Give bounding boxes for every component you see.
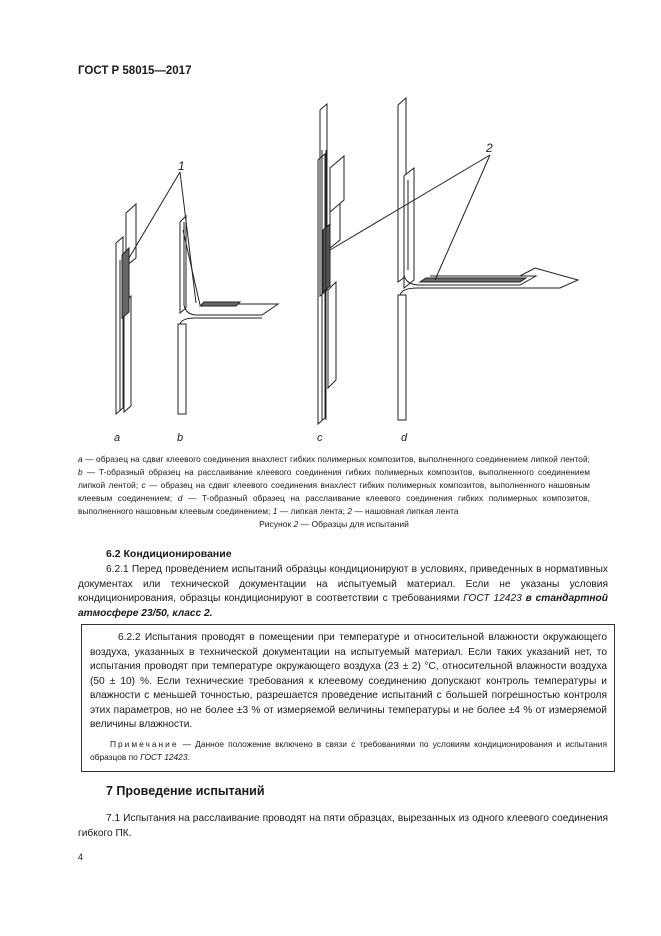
document-header: ГОСТ Р 58015—2017 bbox=[78, 65, 192, 77]
caption-part: 1 bbox=[272, 506, 278, 516]
caption-part: — T-образный образец на расслаивание клеевого соединения гибких полимерных композитов, выполненного соединением липкой лентой; bbox=[78, 467, 590, 490]
figure-caption bbox=[78, 453, 590, 518]
caption-part: — T-образный образец на расслаивание клеевого соединения гибких полимерных композитов, выполненного нашовным клеевым соединением; bbox=[78, 493, 590, 516]
specimen-c bbox=[318, 104, 344, 424]
section-6-2-heading: 6.2 Кондиционирование bbox=[106, 548, 232, 560]
leader-2d bbox=[435, 155, 490, 280]
page-number: 4 bbox=[78, 852, 84, 862]
label-c: c bbox=[317, 432, 323, 444]
specimen-a bbox=[116, 204, 136, 414]
label-d: d bbox=[401, 432, 408, 444]
caption-part: — нашовная липкая лента bbox=[352, 506, 459, 516]
leader-1a bbox=[129, 172, 180, 258]
section-7-heading: 7 Проведение испытаний bbox=[106, 784, 265, 798]
paragraph-6-2-1: 6.2.1 Перед проведением испытаний образцы кондиционируют в условиях, приведенных в нормативных документах или технической документации на испытуемый материал. Если не указаны условия кондиционирования, образцы кондиционируют в соответствии с требованиями ГОСТ 12423 в стандартной атмосфере 23/50, класс 2. bbox=[78, 564, 609, 619]
figure-title: Рисунок 2 — Образцы для испытаний bbox=[259, 519, 409, 529]
caption-part: — липкая лента; bbox=[277, 506, 348, 516]
caption-part: c bbox=[141, 480, 146, 490]
caption-part: a bbox=[78, 454, 83, 464]
paragraph-7-1: 7.1 Испытания на расслаивание проводят на пяти образцах, вырезанных из одного клеевого соединения гибкого ПК. bbox=[78, 813, 608, 839]
note: Примечание — Данное положение включено в связи с требованиями по условиям кондиционирования и испытания образцов по ГОСТ 12423. bbox=[90, 739, 607, 762]
caption-part: 2 bbox=[347, 506, 352, 516]
amendment-box bbox=[81, 624, 615, 772]
caption-part: b bbox=[78, 467, 83, 477]
label-a: a bbox=[114, 432, 121, 444]
paragraph-6-2-2: 6.2.2 Испытания проводят в помещении при температуре и относительной влажности окружающего воздуха, указанных в технической документации на испытуемый материал. Если таких указаний нет, то испытания проводят при температуре окружающего воздуха (23 ± 2) °С, относительной влажности воздуха (50 ± 10) %. Если технические требования к клеевому соединению допускают контроль температуры и влажности с меньшей точностью, разрешается проведение испытаний с большей погрешностью контроля этих параметров, но не более ±3 % от измеряемой величины температуры и не более ±4 % от измеряемой величины влажности. bbox=[90, 632, 607, 730]
specimen-b bbox=[178, 216, 278, 414]
caption-part: d bbox=[177, 493, 183, 503]
callout-2: 2 bbox=[486, 141, 493, 155]
caption-part: — образец на сдвиг клеевого соединения внахлест гибких полимерных композитов, выполненного соединением липкой лентой; bbox=[82, 454, 590, 464]
callout-1: 1 bbox=[178, 159, 185, 173]
caption-part: — образец на сдвиг клеевого соединения внахлест гибких полимерных композитов, выполненного нашовным клеевым соединением; bbox=[78, 480, 591, 503]
test-specimens-figure bbox=[0, 0, 661, 450]
label-b: b bbox=[177, 432, 184, 444]
